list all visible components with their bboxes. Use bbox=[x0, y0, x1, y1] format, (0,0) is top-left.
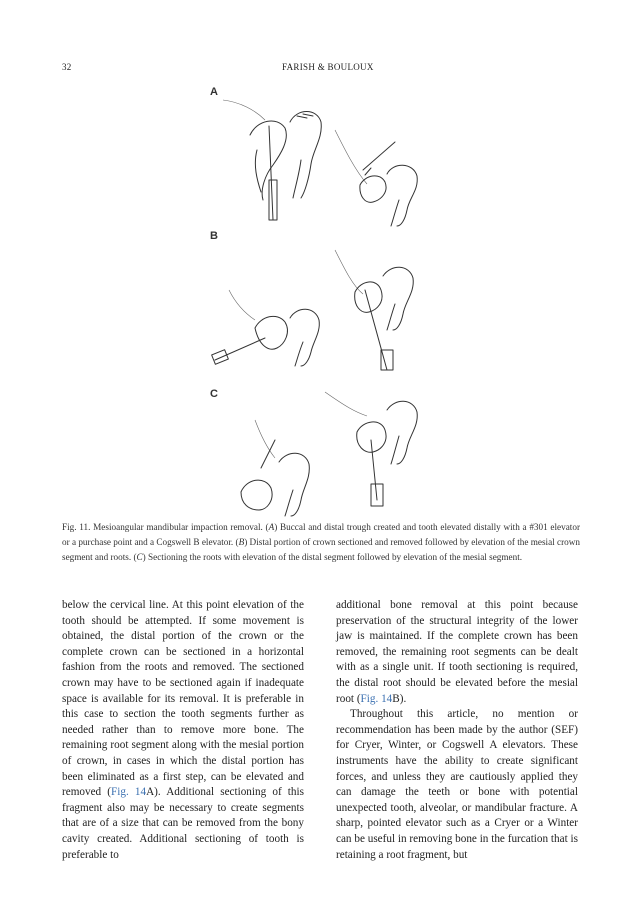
caption-text-c: ) Sectioning the roots with elevation of the distal segment followed by elevation of the mesial segment. bbox=[142, 552, 523, 562]
right-text-2: B). bbox=[392, 692, 407, 705]
left-text-1: below the cervical line. At this point elevation of the tooth should be attempted. If some movement is obtained, the distal portion of the crown or the complete crown can be sectioned in a horizontal fashion from the roots and removed. The sectioned crown may have to be sectioned again if inadequate space is available for its removal. It is preferable in this case to section the tooth segments further as needed rather than to remove more bone. The remaining root segment along with the mesial portion of crown, in cases in which the distal portion has been eliminated as a first step, can be elevated and removed ( bbox=[62, 599, 304, 799]
right-column bbox=[336, 598, 578, 863]
fig-14-link[interactable]: Fig. 14 bbox=[111, 786, 147, 799]
panel-label-b: B bbox=[210, 230, 218, 242]
caption-ref-c: C bbox=[136, 552, 143, 562]
tooth-extraction-illustration bbox=[195, 80, 435, 520]
panel-a-left-drawing bbox=[223, 100, 321, 220]
figure-caption bbox=[62, 520, 580, 565]
figure-11 bbox=[195, 80, 435, 520]
caption-text-b: ) Distal portion of crown sectioned and removed followed by elevation of the mesial crown segment and roots. ( bbox=[62, 537, 580, 562]
right-text-1: additional bone removal at this point because preservation of the structural integrity of the lower jaw is maintained. If the complete crown has been removed, the remaining root segments can be dealt with as a single unit. If tooth sectioning is required, the distal root should be elevated before the mesial root ( bbox=[336, 599, 578, 705]
panel-c-left-drawing bbox=[241, 420, 309, 516]
left-paragraph-1 bbox=[62, 598, 304, 863]
right-paragraph-2: Throughout this article, no mention or recommendation has been made by the author (SEF) for Cryer, Winter, or Cogswell A elevators. These instruments have the ability to create significant forces, and unless they are cautiously applied they can damage the teeth or bone with potential unexpected tooth, alveolar, or mandibular fracture. A sharp, pointed elevator such as a Cryer or a Winter can be useful in removing bone in the furcation that is retaining a root fragment, but bbox=[336, 708, 578, 861]
right-paragraph-1 bbox=[336, 598, 578, 707]
panel-a-right-drawing bbox=[335, 130, 417, 226]
caption-intro: Mesioangular mandibular impaction removal. ( bbox=[90, 522, 269, 532]
left-text-2: A). Additional sectioning of this fragment also may be necessary to create segments that are of a size that can be removed from the bony cavity created. Additional sectioning of tooth is preferable to bbox=[62, 786, 304, 861]
caption-text-a: ) Buccal and distal trough created and tooth elevated distally with a #301 elevator or a purchase point and a Cogswell B elevator. ( bbox=[62, 522, 581, 547]
running-head: FARISH & BOULOUX bbox=[282, 62, 374, 72]
caption-ref-b: B bbox=[238, 537, 245, 547]
panel-c-right-drawing bbox=[325, 392, 417, 506]
left-column bbox=[62, 598, 304, 863]
caption-ref-a: A bbox=[268, 522, 275, 532]
panel-label-c: C bbox=[210, 388, 218, 400]
fig-14b-link[interactable]: Fig. 14 bbox=[360, 692, 393, 705]
panel-b-right-drawing bbox=[335, 250, 413, 370]
page-number: 32 bbox=[62, 62, 72, 72]
panel-label-a: A bbox=[210, 86, 218, 98]
caption-label: Fig. 11. bbox=[62, 522, 91, 532]
panel-b-left-drawing bbox=[212, 290, 320, 366]
